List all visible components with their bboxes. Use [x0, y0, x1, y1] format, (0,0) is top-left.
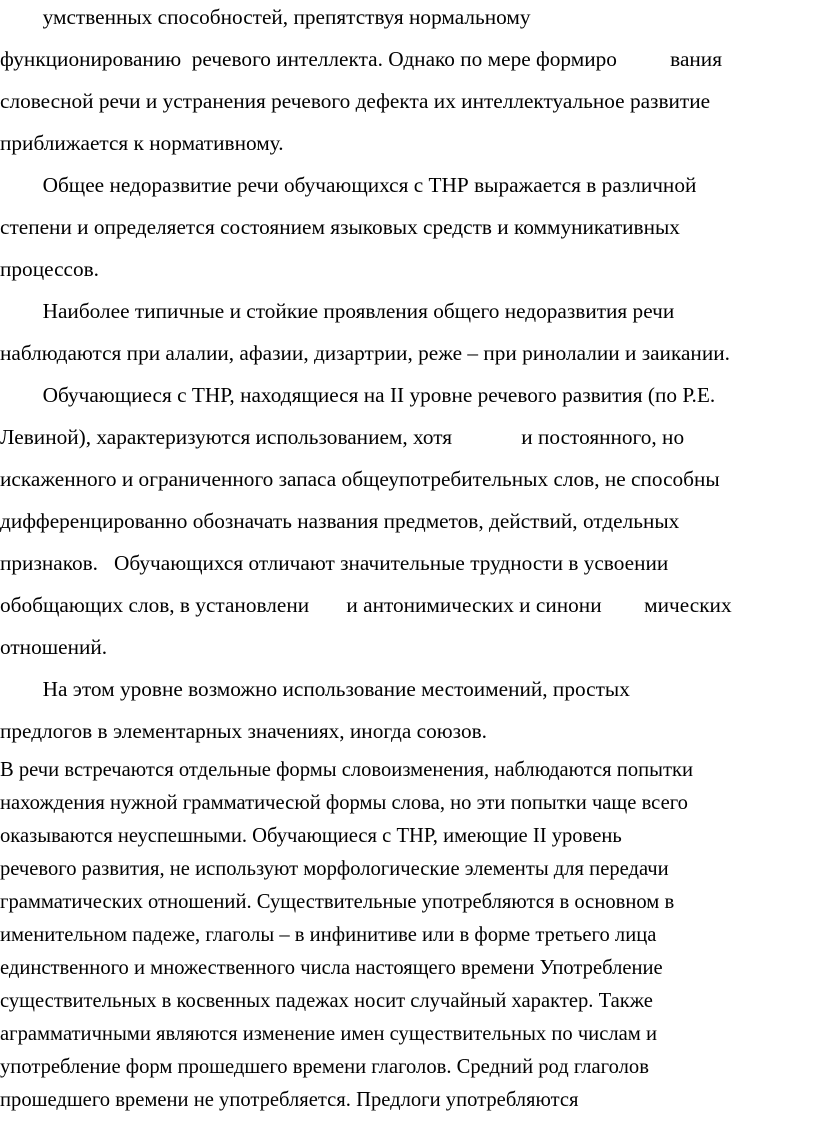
- text-line: Наиболее типичные и стойкие проявления общего недоразвития речи: [0, 299, 675, 323]
- text-line: наблюдаются при алалии, афазии, дизартрии, реже – при ринолалии и заикании.: [0, 341, 730, 365]
- text-line: Обучающиеся с ТНР, находящиеся на II уровне речевого развития (по Р.Е.: [0, 383, 716, 407]
- text-line: существительных в косвенных падежах носит случайный характер. Также: [0, 990, 653, 1012]
- text-line: признаков. Обучающихся отличают значительные трудности в усвоении: [0, 551, 669, 575]
- text-line: именительном падеже, глаголы – в инфинитиве или в форме третьего лица: [0, 924, 657, 946]
- text-line: Общее недоразвитие речи обучающихся с ТНР выражается в различной: [0, 173, 697, 197]
- text-line: словесной речи и устранения речевого дефекта их интеллектуальное развитие: [0, 89, 711, 113]
- text-line: употребление форм прошедшего времени глаголов. Средний род глаголов: [0, 1056, 649, 1078]
- text-line: аграмматичными являются изменение имен существительных по числам и: [0, 1023, 657, 1045]
- text-line: нахождения нужной грамматичесюй формы слова, но эти попытки чаще всего: [0, 792, 688, 814]
- text-line: прошедшего времени не употребляется. Предлоги употребляются: [0, 1089, 579, 1111]
- text-line: оказываются неуспешными. Обучающиеся с ТНР, имеющие II уровень: [0, 825, 622, 847]
- text-line: степени и определяется состоянием языковых средств и коммуникативных: [0, 215, 680, 239]
- text-line: приближается к нормативному.: [0, 131, 284, 155]
- text-line: искаженного и ограниченного запаса общеупотребительных слов, не способны: [0, 467, 720, 491]
- text-line: На этом уровне возможно использование местоимений, простых: [0, 677, 630, 701]
- text-line: процессов.: [0, 257, 100, 281]
- text-line: Левиной), характеризуются использованием, хотя и постоянного, но: [0, 425, 685, 449]
- text-line: дифференцированно обозначать названия предметов, действий, отдельных: [0, 509, 680, 533]
- text-line: функционированию речевого интеллекта. Однако по мере формиро вания: [0, 47, 722, 71]
- text-line: отношений.: [0, 635, 108, 659]
- text-line: обобщающих слов, в установлени и антонимических и синони мических: [0, 593, 732, 617]
- text-line: единственного и множественного числа настоящего времени Употребление: [0, 957, 663, 979]
- text-line: В речи встречаются отдельные формы словоизменения, наблюдаются попытки: [0, 759, 693, 781]
- text-line: грамматических отношений. Существительные употребляются в основном в: [0, 891, 675, 913]
- text-line: речевого развития, не используют морфологические элементы для передачи: [0, 858, 669, 880]
- text-line: предлогов в элементарных значениях, иногда союзов.: [0, 719, 487, 743]
- text-line: умственных способностей, препятствуя нормальному: [0, 5, 531, 29]
